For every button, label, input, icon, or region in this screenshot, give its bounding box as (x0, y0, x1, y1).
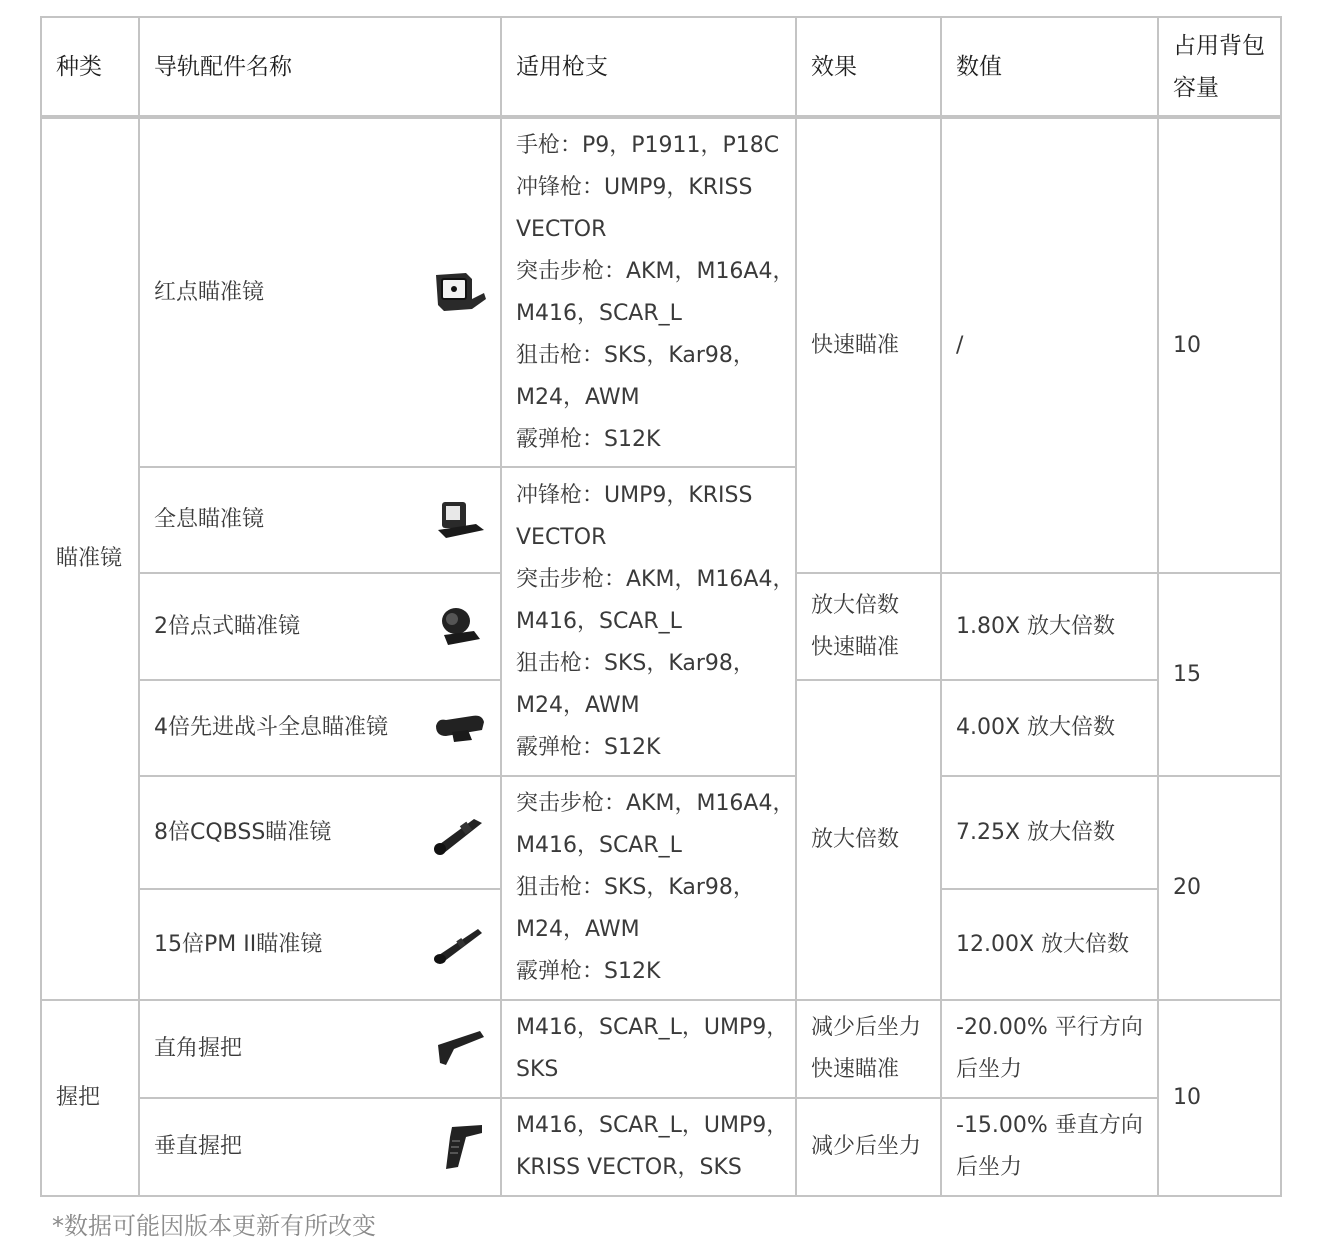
table-row (41, 776, 1281, 889)
value-cell: 12.00X 放大倍数 (941, 889, 1158, 1000)
8x-cqbss-scope-icon (432, 809, 488, 857)
header-capacity-line2: 容量 (1173, 74, 1219, 101)
gun-line: 狙击枪：SKS，Kar98， (516, 342, 755, 368)
header-effect: 效果 (796, 17, 941, 117)
item-name-cell (139, 467, 501, 573)
value-cell (941, 1098, 1158, 1196)
effect-cell (796, 1000, 941, 1098)
angled-grip-icon (432, 1025, 488, 1073)
value-cell: 7.25X 放大倍数 (941, 776, 1158, 889)
gun-line: 霰弹枪：S12K (516, 959, 661, 984)
2x-scope-icon (432, 603, 488, 651)
header-capacity (1158, 17, 1281, 117)
red-dot-sight-icon (432, 269, 488, 317)
gun-line: 霰弹枪：S12K (516, 734, 661, 760)
gun-line: SKS (516, 1057, 559, 1082)
table-row (41, 1098, 1281, 1196)
table-row (41, 1000, 1281, 1098)
15x-pm2-scope-icon (432, 921, 488, 969)
gun-line: M416，SCAR_L (516, 608, 682, 634)
gun-line: 突击步枪：AKM，M16A4， (516, 566, 795, 592)
gun-line: KRISS VECTOR，SKS (516, 1155, 742, 1180)
item-name: 15倍PM II瞄准镜 (154, 931, 323, 957)
effect-cell: 快速瞄准 (796, 117, 941, 573)
guns-cell (501, 117, 796, 467)
header-value: 数值 (941, 17, 1158, 117)
item-name-cell (139, 1098, 501, 1196)
gun-line: M24，AWM (516, 384, 640, 410)
item-name-cell (139, 573, 501, 680)
gun-line: 霰弹枪：S12K (516, 426, 661, 452)
gun-line: VECTOR (516, 216, 607, 242)
footnote: *数据可能因版本更新有所改变 (52, 1212, 376, 1240)
item-name: 全息瞄准镜 (154, 507, 265, 532)
capacity-cell: 20 (1158, 776, 1281, 1000)
gun-line: M24，AWM (516, 692, 640, 718)
guns-cell (501, 1098, 796, 1196)
capacity-cell: 15 (1158, 573, 1281, 776)
table-header-row (41, 17, 1281, 117)
value-line: 后坐力 (956, 1057, 1023, 1082)
header-category: 种类 (41, 17, 139, 117)
capacity-cell: 10 (1158, 1000, 1281, 1196)
gun-line: 突击步枪：AKM，M16A4， (516, 258, 795, 284)
gun-line: 狙击枪：SKS，Kar98， (516, 650, 755, 676)
header-guns: 适用枪支 (501, 17, 796, 117)
item-name: 垂直握把 (154, 1134, 243, 1159)
attachments-table (40, 16, 1282, 1197)
value-cell: / (941, 117, 1158, 573)
item-name: 2倍点式瞄准镜 (154, 613, 300, 639)
effect-cell: 放大倍数 (796, 680, 941, 1000)
effect-line: 快速瞄准 (811, 1057, 900, 1082)
gun-line: M416，SCAR_L (516, 833, 682, 858)
item-name: 8倍CQBSS瞄准镜 (154, 819, 332, 845)
gun-line: 狙击枪：SKS，Kar98， (516, 875, 755, 900)
item-name: 直角握把 (154, 1036, 243, 1061)
capacity-cell: 10 (1158, 117, 1281, 573)
holographic-sight-icon (432, 496, 488, 544)
value-line: -20.00% 平行方向 (956, 1015, 1143, 1040)
effect-cell (796, 573, 941, 680)
gun-line: 冲锋枪：UMP9，KRISS (516, 482, 753, 508)
guns-cell (501, 776, 796, 1000)
table-row (41, 117, 1281, 467)
value-line: -15.00% 垂直方向 (956, 1113, 1143, 1138)
effect-line: 放大倍数 (811, 592, 900, 618)
vertical-grip-icon (432, 1123, 488, 1171)
item-name-cell (139, 117, 501, 467)
value-cell: 1.80X 放大倍数 (941, 573, 1158, 680)
category-grip: 握把 (41, 1000, 139, 1196)
item-name-cell (139, 680, 501, 776)
gun-line: 突击步枪：AKM，M16A4， (516, 791, 795, 816)
gun-line: M416，SCAR_L (516, 300, 682, 326)
gun-line: M416，SCAR_L，UMP9， (516, 1113, 789, 1138)
guns-cell (501, 1000, 796, 1098)
guns-cell (501, 467, 796, 776)
value-line: 后坐力 (956, 1155, 1023, 1180)
item-name-cell (139, 1000, 501, 1098)
item-name-cell (139, 889, 501, 1000)
category-scope: 瞄准镜 (41, 117, 139, 1000)
4x-acog-scope-icon (432, 704, 488, 752)
effect-line: 快速瞄准 (811, 634, 900, 660)
item-name: 4倍先进战斗全息瞄准镜 (154, 715, 388, 740)
effect-line: 减少后坐力 (811, 1015, 922, 1040)
effect-cell: 减少后坐力 (796, 1098, 941, 1196)
gun-line: 手枪：P9，P1911，P18C (516, 132, 780, 158)
gun-line: M24，AWM (516, 917, 640, 942)
item-name: 红点瞄准镜 (154, 279, 265, 305)
gun-line: M416，SCAR_L，UMP9， (516, 1015, 789, 1040)
value-cell: 4.00X 放大倍数 (941, 680, 1158, 776)
gun-line: 冲锋枪：UMP9，KRISS (516, 174, 753, 200)
header-name: 导轨配件名称 (139, 17, 501, 117)
item-name-cell (139, 776, 501, 889)
value-cell (941, 1000, 1158, 1098)
header-capacity-line1: 占用背包 (1173, 32, 1265, 59)
gun-line: VECTOR (516, 524, 607, 550)
